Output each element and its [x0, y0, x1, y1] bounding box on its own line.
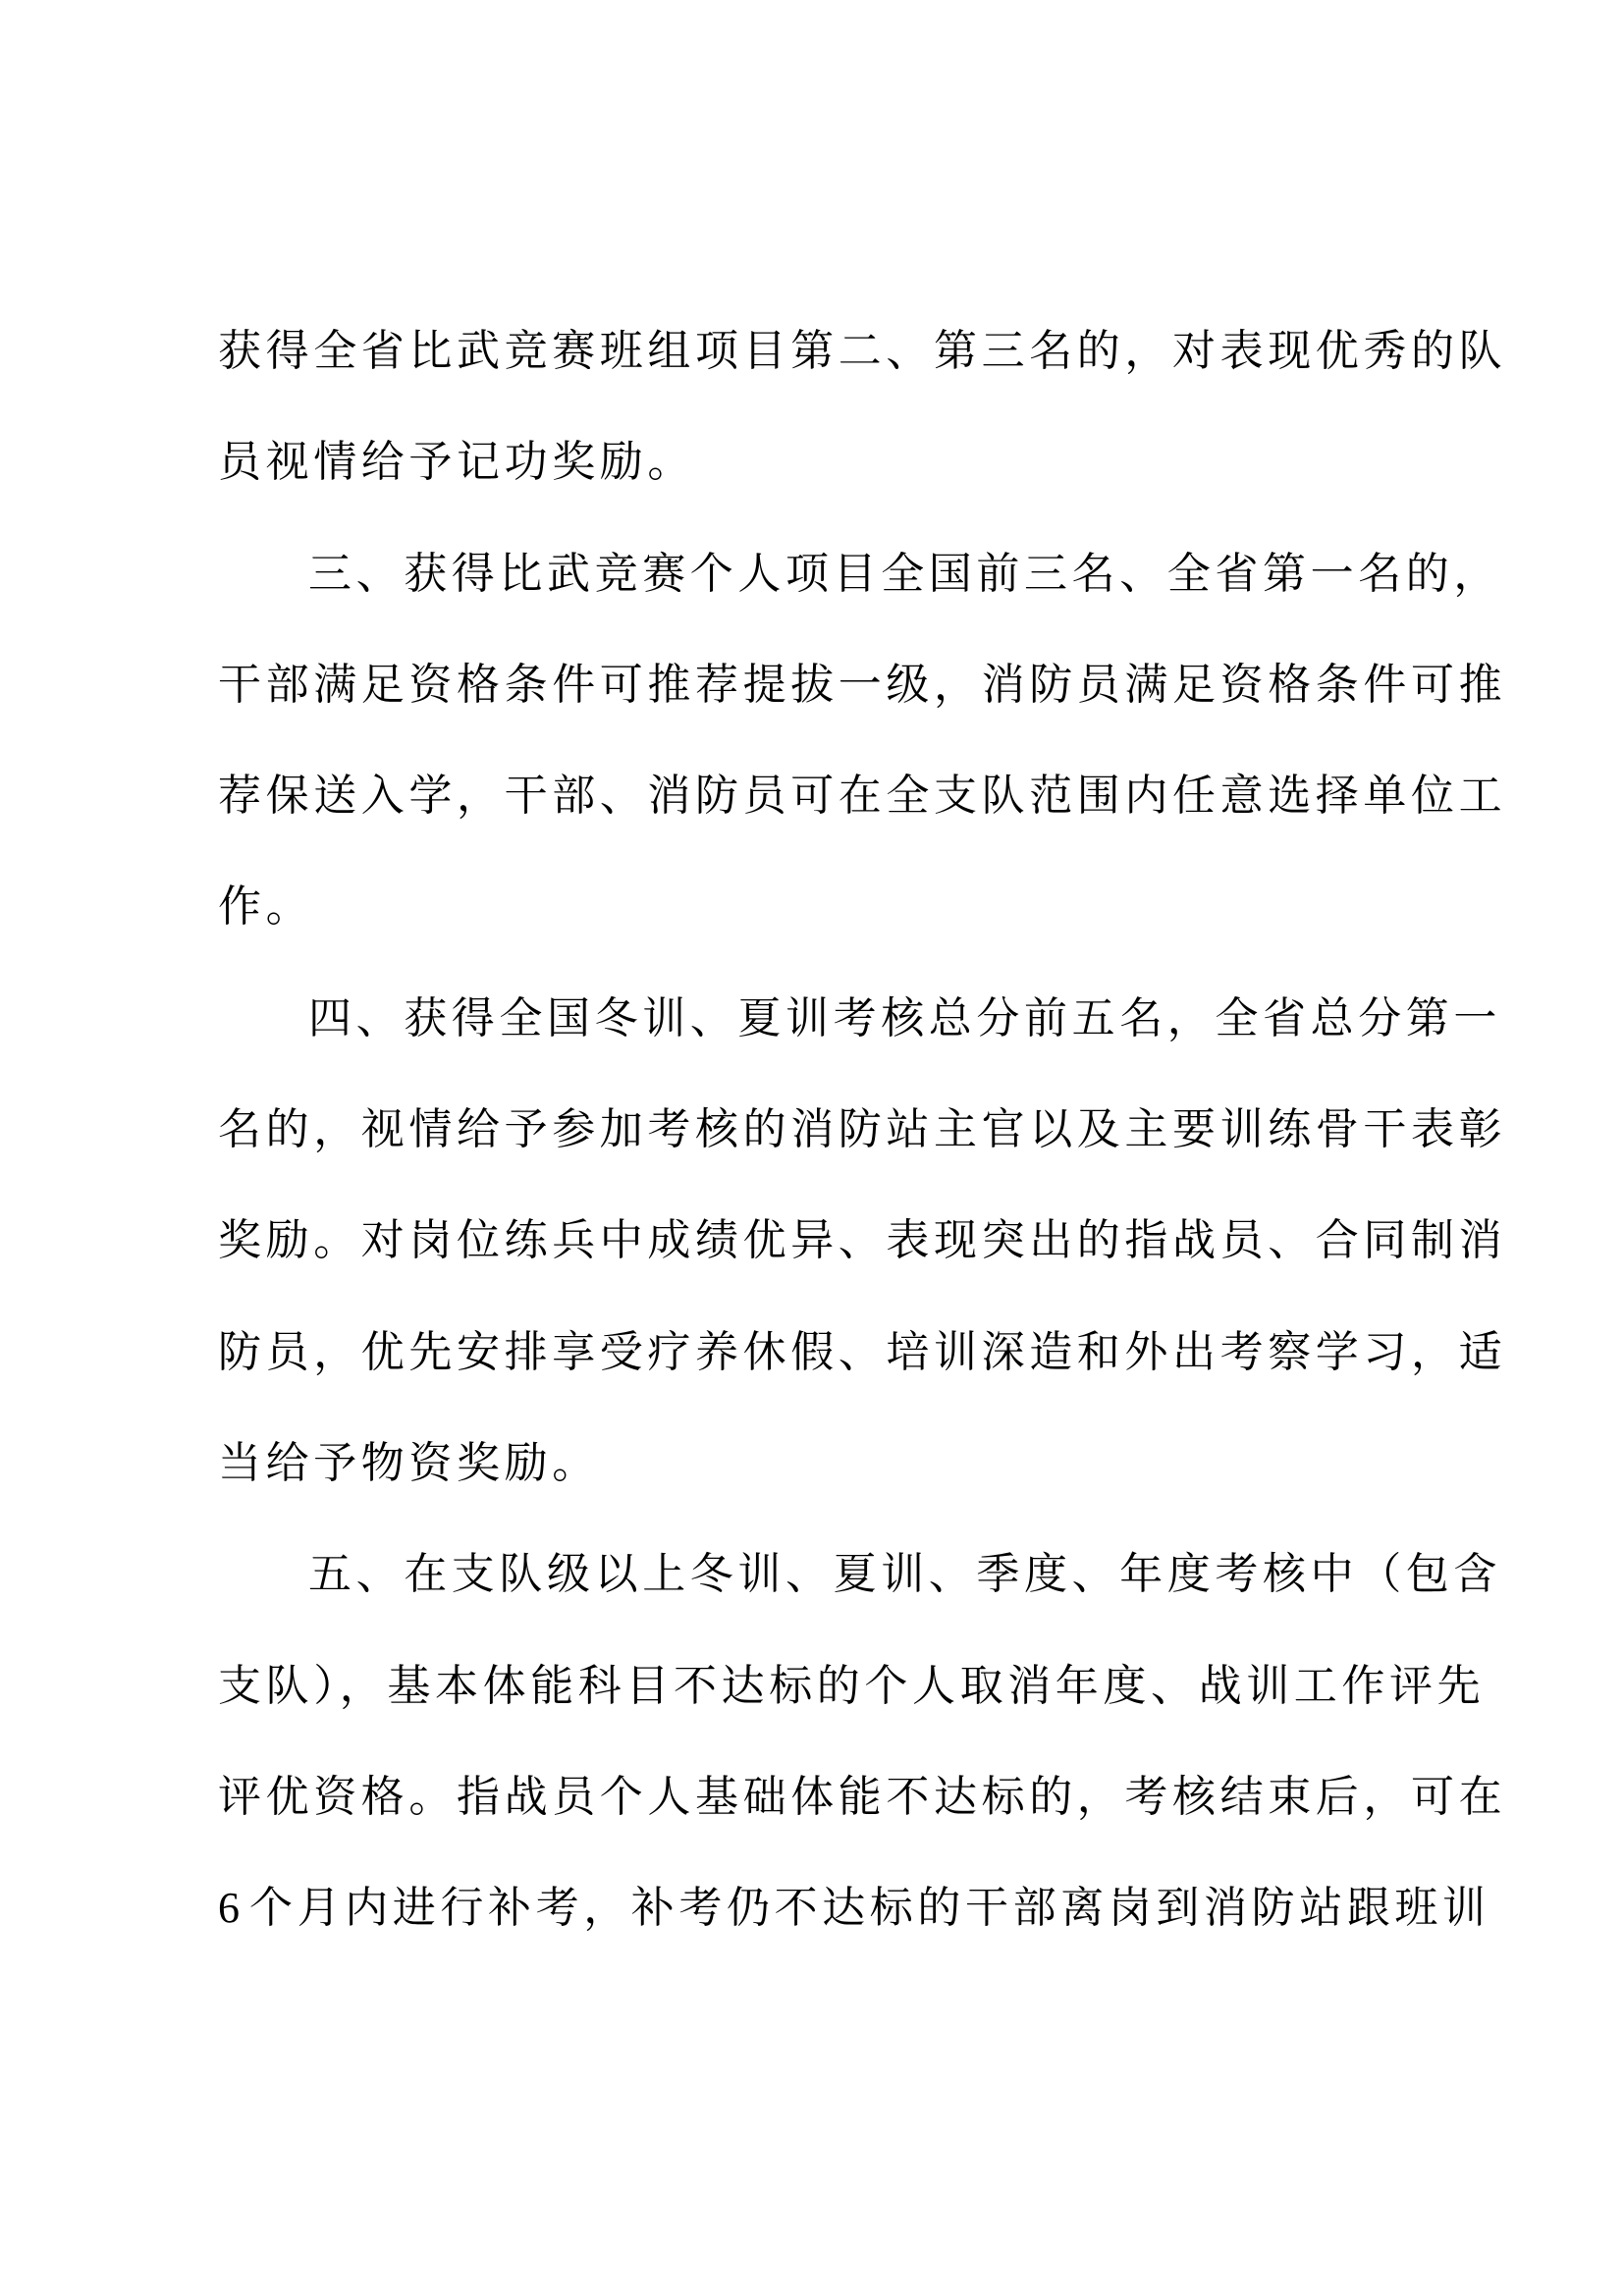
text-line: 员视情给予记功奖励。 [218, 437, 695, 488]
text-line [218, 1879, 1490, 1990]
paragraph-item-3 [218, 545, 1507, 989]
text-line: 作。 [218, 881, 314, 933]
text-line: 三、获得比武竞赛个人项目全国前三名、全省第一名的， [308, 548, 1501, 599]
text-line: 当给予物资奖励。 [218, 1437, 600, 1488]
paragraph-item-5 [218, 1545, 1507, 1990]
text-line: 名的，视情给予参加考核的消防站主官以及主要训练骨干表彰 [218, 1104, 1507, 1155]
paragraph-item-4 [218, 989, 1507, 1545]
text-line: 五、在支队级以上冬训、夏训、季度、年度考核中（包含 [308, 1549, 1501, 1600]
text-line: 获得全省比武竞赛班组项目第二、第三名的，对表现优秀的队 [218, 326, 1507, 376]
text-line: 四、获得全国冬训、夏训考核总分前五名，全省总分第一 [308, 992, 1501, 1043]
document-body [218, 322, 1507, 1990]
month-count-number: 6 [218, 1884, 240, 1933]
text-line: 支队），基本体能科目不达标的个人取消年度、战训工作评先 [218, 1660, 1486, 1711]
text-line: 奖励。对岗位练兵中成绩优异、表现突出的指战员、合同制消 [218, 1215, 1507, 1266]
text-line: 防员，优先安排享受疗养休假、培训深造和外出考察学习，适 [218, 1326, 1507, 1377]
text-line-rest: 个月内进行补考，补考仍不达标的干部离岗到消防站跟班训 [249, 1883, 1490, 1934]
text-line: 评优资格。指战员个人基础体能不达标的，考核结束后，可在 [218, 1771, 1507, 1822]
text-line: 荐保送入学，干部、消防员可在全支队范围内任意选择单位工 [218, 771, 1507, 822]
text-line: 干部满足资格条件可推荐提拔一级，消防员满足资格条件可推 [218, 659, 1507, 710]
paragraph-continuation [218, 322, 1507, 545]
